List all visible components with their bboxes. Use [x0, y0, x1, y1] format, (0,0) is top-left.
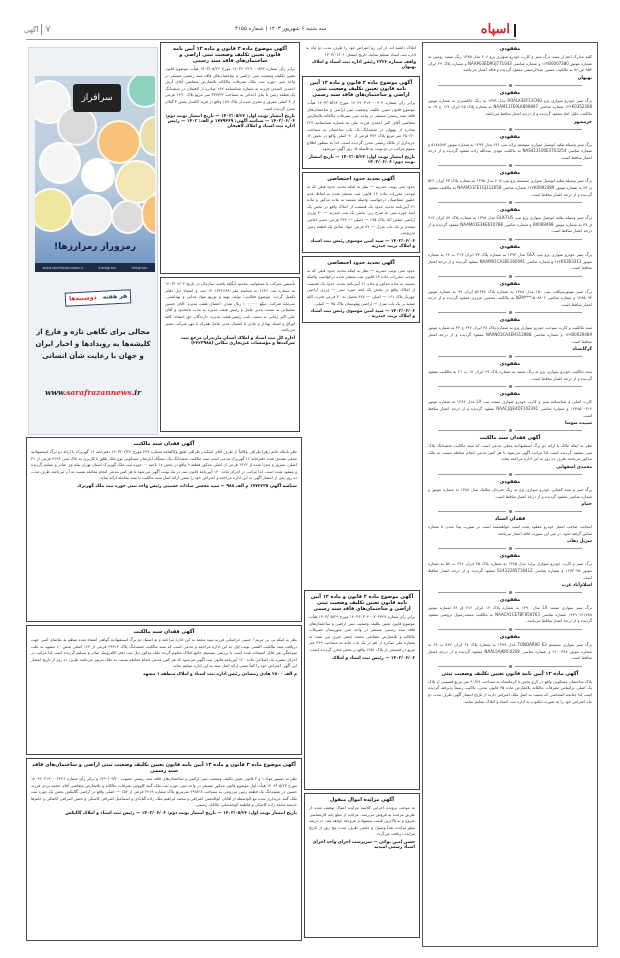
notice-body: تأسیس شرکت با مسئولیت محدود آیگیله پاشت سازمان در تاریخ ۱۴۰۳/۰۶/۰۳ به شماره ثبت ۱۶۴۶ به شناسه ملی ۱۴۰۱۳۴۲۶۸۹ ثبت و امضاء ذیل دفاتر تکمیل گردید. موضوع فعالیت: تولید، تهیه و توزیع مواد غذایی و بهداشتی. سرمایه شرکت: مبلغ ۱۰۰۰۰۰۰ ریال نقدی. اعضای هیئت مدیره: آقای حسین سلیمانی به سمت مدیر عامل و رئیس هیئت مدیره به مدت نامحدود و آقای علی اکبر زمانی به سمت نایب رئیس هیئت مدیره. دارندگان حق امضاء: کلیه اوراق و اسناد بهادار و عادی با امضای مدیر عامل همراه با مهر شرکت معتبر می‌باشد. — [165, 281, 296, 333]
ad-description: مجالی برای نگاهی تازه و فارغ از کلیشه‌ها به رویدادها و اخبار ایران و جهان با رعایت شأن انسانی — [35, 328, 151, 360]
notice-footer: ۱۴۰۳/۰۶/۰۶ — سید امین موسوی رئیس ثبت اسناد و املاک تربت حیدریه — [310, 238, 415, 249]
notice-location: خمام — [581, 502, 592, 508]
notice-title: آگهی موضوع ماده ۳ قانون و ماده ۱۳ آیین نامه قانون تعیین تکلیف وضعیت ثبتی اراضی و ساختمان‌های فاقد سند رسمی — [310, 594, 414, 612]
separator — [438, 128, 582, 131]
badge-mondays: دوشنبه‌ها — [66, 292, 100, 306]
coin-graphic — [139, 116, 155, 156]
notice-title: مفقودی — [499, 479, 521, 485]
separator — [438, 201, 582, 204]
coin-graphic — [127, 76, 155, 108]
badge-every-week: هر هفته — [99, 290, 130, 304]
notice-body: برگ سبز موتورسیکلت تیپ ۱۵۰ مدل ۱۳۸۸ به شماره پلاک ۵۶۶۳۸ ایران ۹۹ به شماره موتور ۱۲۸۵۰۹۴ و شماره شاسی N2M***۱۵۰۸۸۰۲ به مالکیت محسن عزیزی مفقود گردیده و از درجه اعتبار ساقط است. — [428, 288, 592, 307]
notice-body: به موجب پرونده اجرایی کلاسه مزایده اموال توقیف شده از طریق مزایده به فروش می‌رسد. مزایده از مبلغ پایه کارشناسی شروع و به بالاترین قیمت پیشنهادی فروخته خواهد شد. ده درصد مبلغ مزایده نقداً وصول و مابقی ظرف مدت پنج روز از تاریخ مزایده دریافت می‌گردد. — [309, 805, 415, 837]
notice-body: برگ سبز و سند کمپانی خودرو سواری پژو به رنگ نقره‌ای متالیک مدل ۱۳۸۸ به شماره موتور و شماره شاسی مفقود گردیده و از درجه اعتبار ساقط است. — [428, 487, 592, 499]
lost-notice — [428, 671, 592, 705]
magazine-cover — [35, 76, 155, 272]
coin-graphic — [57, 106, 97, 146]
notice-footer: م الف ۲۸۰۰ هادی رمضانی رئیس اداره ثبت اسناد و املاک منطقه ۱ مشهد — [142, 671, 297, 677]
notice-body: برابر رأی شماره ۱۴۰۳۶۰۳۰۴۰۰۷۰۴۳۴۷ مورخ ۱۴۰۳/۰۵/۲۹ هیأت موضوع قانون تعیین تکلیف وضعیت ثبتی اراضی و ساختمان‌های فاقد سند رسمی مستقر در واحد ثبتی شهرستان تصرفات مالکانه و بلامعارض متقاضی محمد جعفر خیری بین نجف به شماره ملی صادره از قم در یک باب خانه به مساحت ۳۶۹ متر مربع در قسمتی از پلاک ۱۴۵۱ واقع در بخش محرز گردیده است. — [309, 614, 416, 652]
logo-divider — [514, 24, 516, 37]
notice-title: آگهی فقدان سند مالکیت — [479, 435, 541, 442]
notice-box — [302, 42, 420, 73]
section-page-indicator — [24, 24, 51, 35]
coin-graphic — [111, 200, 145, 234]
magazine-logo: سرافراز — [73, 84, 121, 112]
notice-body: برگ سبز و کارت خودرو سواری پراید مدل ۱۳۸۵ به شماره پلاک ۴۵ ایران ۲۹۶ ب ۵۸ به شماره موتور ۱۲۷۳۰۴۵ و شماره شاسی S1412285716412 مفقود گردیده و از درجه اعتبار ساقط است. — [428, 561, 593, 580]
separator — [438, 473, 582, 476]
url-prefix: www. — [44, 388, 67, 397]
notice-box — [302, 76, 420, 169]
notice-title: آگهی تحدید حدود اختصاصی — [327, 175, 395, 182]
notice-footer: ۱۴۰۳/۰۶/۰۶ — رئیس ثبت اسناد و املاک — [332, 655, 415, 661]
lost-notice — [428, 46, 592, 81]
notice-box — [26, 625, 302, 755]
separator — [438, 510, 582, 513]
column-left-middle — [160, 42, 300, 437]
url-highlight: sarafrazannews — [66, 388, 132, 397]
magazine-footer — [35, 263, 155, 272]
notice-body: برگ سبز وسیله نقلیه اتومبیل سواری سیستم پژو تیپ ۴۰۵ مدل ۱۳۹۵ به شماره پلاک ۲۳ ایران ۵۲۴ ی ۳۸ به شماره موتور ۱۲۴K0092489 شماره شاسی NAAM31FE1GJ112658 به مالکیت مفقود گردیده و از درجه اعتبار ساقط است. — [428, 178, 593, 197]
notice-location: بهبهان — [577, 75, 592, 81]
notice-title: آگهی فقدان سند مالکیت — [133, 629, 195, 635]
separator — [438, 591, 582, 594]
lost-notice — [428, 391, 592, 426]
notice-title: مفقودی — [499, 391, 521, 398]
notice-body: سند مالکیت خودرو سواری پژو به رنگ سفید به شماره پلاک ۶۹ ایران ۱۴ ب ۲۱ به مالکیت مفقود گردیده و از درجه اعتبار ساقط است. — [428, 369, 592, 381]
notice-body: حدود ثبتی نوبت حیدریه — نظر به اینکه تحدید حدود قبلی که به موجب مقررات ماده ۱۴ قانون ثبت منتشر شده به لحاظ عدم حضور متقاضیان درخواست واصله مستند به ماده مذکور و ماده ۶۱ آیین‌نامه تحدید حدود یک قسمت از املاک واقع در بخش یک ابعه حوزه ثبتی به شرح زیر: بخش یک ثبت حیدریه — ۳۰ ورزی اراضی عباس آباد پلاک ۱۹۵ — اصلی — ۲۳۷ فرعی حسن امامی متقدم بر یک باب منزل — ۸۷ فرعی حواد صادق یک قطعه زمین مزروعی. — [307, 183, 416, 236]
lost-notice — [428, 597, 592, 625]
notice-title: مفقودی — [499, 633, 521, 640]
lost-notice — [428, 90, 592, 125]
notice-title: آگهی موضوع ماده ۳ قانون و ماده ۱۳ آیین نامه قانون تعیین تکلیف وضعیت ثبتی اراضی و ساختمان‌های فاقد سند رسمی — [309, 80, 413, 99]
notice-footer: تاریخ انتشار نوبت اول: ۱۴۰۳/۰۵/۲۲ — تاریخ انتشار نوبت دوم: ۱۴۰۳/۰۶/۰۶ — شناسه آگهی: ۱۷۷۹۴۶۹ م الف: ۱۴۰۳ — رئیس اداره ثبت اسناد و املاک لاهیجان — [165, 114, 295, 130]
newspaper-logo[interactable]: اسپاه — [480, 22, 510, 37]
magazine-headline: رمزوراز رمزارزها! — [53, 242, 137, 252]
notice-body: برگ سبز وسیله نقلیه اتومبیل سواری پژو تیپ GLX-TU5 مدل ۱۳۹۸ به شماره پلاک ۸۴ ایران ۹۱۷ ق ۳۷ به شماره موتور B0089498 و شماره شاسی NAAM01E3KE610788 مفقود گردیده و از درجه اعتبار ساقط است. — [428, 215, 593, 234]
separator — [438, 665, 582, 668]
magazine-advertisement[interactable] — [28, 47, 158, 435]
coin-graphic — [97, 120, 141, 164]
notice-footer: واقف شماره ۲۳۲۲ رئیس اداره ثبت اسناد و املاک بهبهان — [311, 60, 416, 71]
column-right — [422, 42, 598, 947]
column-middle-lower — [304, 590, 420, 942]
separator — [438, 429, 582, 432]
notice-body: سند مالکیت و کارت سوخت خودرو سواری پژو به شماره پلاک ۴۸ ایران ۳۴۷ ج ۳۴ به شماره موتور ۱۲۴B0029489 و شماره شاسی NAAN01CA4EH312888 مفقود گردیده و از درجه اعتبار ساقط است. — [428, 325, 593, 344]
notice-title: آگهی مزایده اموال منقول — [329, 797, 395, 803]
notice-body: کارت اصلی و شناسنامه سبز و کارت خودرو سواری سمند تیپ LX مدل ۱۳۸۶ به شماره موتور ۱۲۴۸۵۰۰۴۱۴ و شماره شاسی NAACJ1JE4DF102391 مفقود گردیده و از درجه اعتبار ساقط است. — [428, 399, 592, 418]
notice-location: محمدی اصفهانی — [556, 465, 592, 470]
notice-body: برگ سبز سواری سیستم TONDAR90 E2 مدل ۱۳۹۹ به شماره پلاک ۶۷ ایران ۸۳۶ ب ۶۴ به شماره موتور ۹۱۰۰۳۹۸ و شماره شاسی NAAL5AJKRC6209 مفقود گردیده و از درجه اعتبار ساقط است. — [428, 641, 593, 661]
lost-notice — [428, 553, 592, 588]
coin-graphic — [35, 188, 73, 232]
notice-body: برگ سبز خودرو سواری پژو تیپ GLX مدل ۱۳۹۳ به شماره پلاک ۳۳ ایران ۳۱۳ ب ۶۴ به شماره موتور ۱۲۴K0303313 و شماره شاسی NAAM01CA2EE160091 مفقود گردیده و از درجه اعتبار ساقط است. — [428, 251, 593, 271]
separator — [438, 238, 582, 241]
notice-title: آگهی موضوع ماده ۳ قانون و ماده ۱۳ آیین نامه قانون تعیین تکلیف وضعیت ثبتی اراضی و ساختمان‌های فاقد سند رسمی — [173, 46, 287, 64]
notice-box — [304, 793, 420, 938]
notice-body: برگ سبز سواری سمند LX مدل ۱۳۹۰ به شماره پلاک ۱۴ ایران ۷۱۲ ق ۸۲ شماره موتور ۱۲۴۹۰۱۲۱۷۸۸ شماره شاسی NAACA1CE7BF850763 به مالکیت محمدرسول بروشی مفقود گردیده و از درجه اعتبار ساقط می‌باشد. — [428, 605, 593, 624]
lost-notice — [428, 435, 592, 470]
lost-notice — [428, 479, 592, 507]
lost-notice — [428, 170, 592, 198]
notice-title: مفقودی — [499, 597, 521, 604]
notice-title: مفقودی — [499, 133, 521, 140]
separator — [438, 628, 582, 631]
notice-title: مفقودی — [499, 46, 521, 52]
notice-body: برابر رأی شماره ۱۴۰۳۶۰۳۱۹۰۰۰۵۹۳ مورخ ۱۴۰۳/۰۵/۲۶ هیأت موضوع قانون تعیین تکلیف وضعیت ثبتی اراضی و ساختمان‌های فاقد سند رسمی مستقر در واحد ثبتی حوزه ثبت ملک تصرفات مالکانه بلامعارض متقاضی آقای آرش احمدی لامیجی فرزند به شماره شناسنامه ۱۸۷ صادره از لاهیجان در ششدانگ یک قطعه زمین با بنای احداثی به مساحت ۳۳۷/۳۳ متر مربع پلاک ۱۴۹۰ فرعی از ۳ اصلی مفروز و مجزی شده از پلاک ۱۸۹ واقع در قریه لاکسار بخش ۳ گیلان محرز گردیده است. — [165, 66, 296, 111]
header-rule — [26, 39, 516, 40]
magazine-footer-item: instagram — [98, 265, 117, 270]
notice-box — [160, 277, 300, 432]
coin-graphic — [39, 142, 81, 184]
column-left-lower — [26, 437, 302, 947]
notice-title: مفقودی — [499, 280, 521, 287]
notice-body: برابر رأی شماره ۱۴۰۳۶۰۳۱۹۰۰۰۹۰۳ مورخ ۱۴۰۳/۰۵/۲۸ هیأت موضوع قانون تعیین تکلیف وضعیت ثبتی اراضی و ساختمان‌های فاقد سند رسمی مستقر در واحد ثبتی تصرفات مالکانه بلامعارض متقاضی آقای اکبر احمدی فرزند علی به شماره شناسنامه ۲۲۴ صادره از بهبهان در ششدانگ یک باب ساختمان به مساحت ۲۵۰/۶۰ متر مربع پلاک ۳۷۴ فرعی از ۹۰ اصلی واقع در بخش ۱۲ خریداری از مالک رسمی محرز گردیده است. لذا به منظور اطلاع عموم مراتب در دو نوبت به فاصله ۱۵ روز آگهی می‌شود. — [307, 100, 415, 152]
notice-footer: تاریخ انتشار نوبت اول: ۱۴۰۳/۰۵/۲۲ — تاریخ انتشار نوبت دوم: ۱۴۰۳/۰۶/۰۶ — رئیس ثبت اسناد و املاک گالیکش — [65, 810, 297, 816]
notice-body: نظر به دستور مواد ۱ و ۳ قانون تعیین تکلیف وضعیت ثبتی اراضی و ساختمان‌های فاقد سند رسمی مصوب ۱۳۹۰/۰۹/۲۰ و برابر رأی شماره ۱۴۰۳۶۰۳۱۹۰۰۰۴۴۲۶ مورخ ۱۴۰۳/۰۵/۲۳ هیأت اول موضوع قانون مذکور مستقر در واحد ثبتی حوزه ثبت ملک گنبد کاووس تصرفات مالکانه و بلامعارض متقاضی آقای محمد بردی فرزند حسین در ششدانگ یک قطعه زمین مزروعی به مساحت ۲۹۸/۲۸ مترمربع پلاک شماره ۲۴۱۹ فرعی از ۱۵۶ — اصلی واقع در اراضی گالیکش بخش یک حوزه ثبت ملک گنبد خریداری شده مع الواسطه از آقایان ابوالحسن اشرافی و محمد ابراهیم ملک زاده گنابادی و اسماعیل اشرافی کاشکی و حسن اشرافی کاشکی و خانم‌ها خدیجه محمد زاده کاشکی و فاطمه کوچه‌سانی مالکان رسمی. — [31, 776, 298, 808]
notice-title: آگهی تحدید حدود اختصاصی — [327, 259, 395, 266]
notice-location: خرمشهر — [573, 119, 592, 125]
lost-notice — [428, 207, 592, 235]
notice-title: آگهی موضوع ماده ۳ قانون و ماده ۱۳ آیین نامه قانون تعیین تکلیف وضعیت ثبتی اراضی و ساختمان‌های فاقد سند رسمی — [32, 762, 296, 774]
notice-title: مفقودی — [499, 553, 521, 560]
notice-body: نظر باینکه خانم زهرا طراقی وکالتاً از طرف آقای اسکندر طراقی طبق وکالتنامه شماره ۴۴۷ مورخ ۱۴۰۳/۰۲/۲۲ دفترخانه ۱۶ گهربرک با ارائه دو برگ استشهادیه محلی مصدق شده دفترخانه ۱۶ گهربرک مدعی است سند مالکیت ششدانگ یک دستگاه آپارتمان مسکونی نوع ملک طلق با کاربری به پلاک ثبتی ۲۲۹۴ فرعی از ۳۱ اصلی، مفروز و مجزا شده از ۱۳۲۲ فرعی از اصلی مذکور قطعه ۹ واقع در بخش ۱۸ ناحیه ۰۰ حوزه ثبت ملک گهربرک استان تهران بنام وی صادر و تسلیم گردیده و مفقود شده است. لذا مراتب در اجرای ماده ۱۲۰ آیین‌نامه قانون ثبت در یک نوبت آگهی می‌شود تا هر کس مدعی انجام معامله نسبت به آن می‌باشد ظرف مدت ده روز پس از انتشار آگهی به این اداره مراجعه و اعتراض خود را ضمن ارائه اصل سند مالکیت یا سند معامله ارائه نماید. — [31, 449, 298, 481]
notice-title: مفقودی — [499, 243, 521, 250]
notice-footer: تاریخ انتشار نوبت اول: ۱۴۰۳/۰۵/۲۲ — تاریخ انتشار نوبت دوم: ۱۴۰۳/۰۶/۰۶ — [308, 154, 415, 165]
coin-graphic — [71, 194, 113, 236]
ad-website-link[interactable] — [29, 388, 157, 397]
notice-location: گرگانشاه — [572, 347, 592, 353]
notice-body: نظر به اینکه مالک با ارائه دو برگ استشهادیه محلی مدعی است که سند مالکیت ششدانگ پلاک ثبتی مفقود گردیده است لذا مراتب آگهی می‌شود تا هر کس مدعی انجام معامله نسبت به ملک مذکور می‌باشد ظرف ده روز به این اداره مراجعه نماید. — [428, 443, 592, 462]
notice-box — [26, 758, 302, 941]
separator — [438, 164, 582, 167]
notice-title: آگهی فقدان سند مالکیت — [133, 441, 195, 447]
lost-notice — [428, 244, 592, 272]
notice-box — [302, 256, 420, 324]
lost-notice — [428, 361, 592, 382]
separator — [438, 355, 582, 358]
notice-body: برگ سبز وسیله نقلیه اتومبیل سواری سیستم پراید تیپ ۱۳۱ مدل ۱۳۹۳ به شماره موتور ۵۱۸۸۷۸۳ و شماره شاسی NAS411100E3703254 به مالکیت مهدی عبدالله زاده مفقود گردیده و از درجه اعتبار ساقط است. — [428, 141, 592, 160]
notice-title: فقدان اسناد — [494, 516, 526, 523]
notice-body: پلاک ساختمان مسکونی واقع در کرج بخش ۸ کرمانشاه به مساحت ۹۰/۸۹ متر مربع قسمتی از پلاک یک اصلی براساس تصرفات مالکانه بلامعارض ماده ۳۵ قانون مدنی، بلاکیت رسماً پذیرفته گردیده است لذا چنانچه اشخاصی که نسبت به اصل ملک اعتراض دارند از تاریخ انتشار آگهی ظرف مدت دو ماه اعتراض خود را به صورت مکتوب به اداره ثبت اسناد و املاک تسلیم نمایند. — [428, 678, 592, 704]
notice-location: سرپل ذهاب — [567, 539, 592, 545]
notice-title: مفقودی — [499, 361, 521, 368]
notice-location: اسلام‌آباد غرب — [561, 583, 592, 589]
schedule-badge — [65, 289, 132, 306]
separator — [438, 84, 582, 87]
page-header — [0, 0, 620, 38]
page-number: ۷ — [41, 24, 50, 35]
coin-graphic — [81, 158, 115, 192]
lost-notice — [428, 134, 592, 162]
notice-box — [26, 437, 302, 622]
notice-title: مفقودی — [499, 89, 521, 96]
section-label: آگهی — [24, 25, 39, 34]
lost-notice — [428, 634, 592, 662]
notice-body: اینجانب صاحب امتیاز خودرو مفقود شده است خواهشمند است در صورت پیدا شدن با شماره تماس گرفته شود. در غیر این صورت فاقد اعتبار می‌باشد. — [428, 524, 592, 536]
notice-box — [302, 172, 420, 253]
separator — [438, 311, 582, 314]
notice-footer: ۱۴۰۳/۰۶/۰۶ — سید امین موسوی رئیس ثبت اسناد و املاک تربت حیدریه — [310, 309, 415, 320]
lost-notice — [428, 281, 592, 309]
notice-footer: حسن امین نوائی — سرپرست اجرای واحد اجرای اسناد رسمی امیدیه — [312, 839, 415, 850]
notice-title: آگهی ماده ۱۳ آیین نامه قانون تعیین تکلیف وضعیت ثبتی — [441, 670, 579, 677]
notice-title: مفقودی — [499, 207, 521, 214]
magazine-footer-item: www.sarafrazannews.ir — [42, 265, 84, 270]
notice-location: سپیده سوسا — [564, 421, 592, 427]
notice-body: کلیه مدارک اعم از سند، برگ سبز و کارت خودرو سواری پژو ۲۰۶ مدل ۱۳۹۵ رنگ سفید روغنی به شماره موتور ۱۶۳B0007380 و شماره شاسی NAAP03ED9GJ771043 و شماره پلاک ۲۹ ایران ۹۵۴ ص ۹۶ به مالکیت حسین عبدالرحیمی مفقود گردیده و فاقد اعتبار می‌باشد. — [428, 54, 592, 73]
notice-footer: شناسه آگهی ۱۷۷۲۲۳۵ م الف ۹۸۸ — سید محسن سادات حسینی رئیس واحد ثبتی حوزه ثبت ملک گهربرک — [77, 483, 297, 489]
column-middle — [302, 42, 420, 587]
url-suffix: .ir — [131, 388, 142, 397]
notice-body: برگ سبز خودرو سواری پژو ROALX3EF11CNG مدل ۱۳۹۹ به رنگ خاکستری به شماره موتور ۱۲۴K0352308 شماره شاسی NAAM11FE9LK896897 به شماره پلاک ۲۵ ایران ۱۶۷ ج ۱۹ به مالکیت خلیل اماد مفقود گردیده و از درجه اعتبار ساقط می‌باشد. — [428, 97, 593, 116]
notice-box — [304, 590, 420, 790]
notice-title: مفقودی — [499, 170, 521, 177]
separator — [438, 547, 582, 550]
lost-notice — [428, 516, 592, 544]
magazine-footer-item: telegram — [131, 265, 148, 270]
notice-box — [160, 42, 300, 274]
separator — [438, 385, 582, 388]
lost-notice — [428, 317, 592, 352]
issue-date: سه شنبه ۶ شهریور ۱۴۰۳ | شماره ۳۱۵۵ — [235, 26, 327, 32]
separator — [438, 275, 582, 278]
notice-body: حدود ثبتی نوبت حیدریه — نظر به اینکه تحدید حدود قبلی که به موجب مقررات ماده ۱۴ قانون ثبت منتشر شده درخواست واصله مستند به ماده مذکور و ماده ۶۱ آیین‌نامه تحدید حدود یک قسمت از املاک واقع در بخش یک ابعه حوزه ثبتی — ورزی اراضی چهرباز پلاک ۱۶۱ — اصلی — ۴۸۷ متصل به ۳۰ فرعی قدرت الله صفیه بر یک باب منزل — اراضی پهلوستان پلاک ۹۵ — اصلی. — [307, 267, 415, 306]
notice-body: املاک داشته اند. از این رو اعتراض خود را ظرف مدت دو ماه به اداره ثبت اسناد تسلیم نمایند. تاریخ انتشار: ۱۴۰۳/۰۶/۰۶ — [306, 45, 416, 57]
notice-body: نظر به اینکه بی بی مریم / حبیبی خراسانی فرزند سید محمد به این اداره مراجعه و به استناد دو برگ استشهادیه گواهی امضاء شده منظم به تقاضای کتبی جهت دریافت سند مالکیت المثنی نوبت اول به این اداره مراجعه و مدعی است که سند مالکیت ششدانگ پلاک ۲۹۳۱۴ فرعی از ۱۶۴ اصلی بخش ۱۰ مشهد به علت سوختگی غیر قابل استفاده شده است با بررسی سیستم جامع املاک معلوم گردید ملک مذکور ذیل ثبت دفتر الکترونیک صادر و تسلیم گردیده است لذا مراتب در اجرای تبصره یک اصلاحی ماده ۱۲۰ آیین‌نامه قانون ثبت آگهی می‌شود که هر کس مدعی انجام معامله نسبت به ملک مزبور می‌باشد ظرف ده روز از تاریخ انتشار این آگهی اعتراض خود را کتباً ضمن ارائه اصل سند به این اداره تسلیم نماید. — [31, 637, 297, 669]
notice-footer: اداره کل ثبت اسناد و املاک استان مازندران مرجع ثبت شرکت‌ها و مؤسسات غیرتجاری تنکابن (۲۲۲۳۹۸۸) — [180, 335, 295, 346]
notice-title: مفقودی — [499, 317, 521, 324]
